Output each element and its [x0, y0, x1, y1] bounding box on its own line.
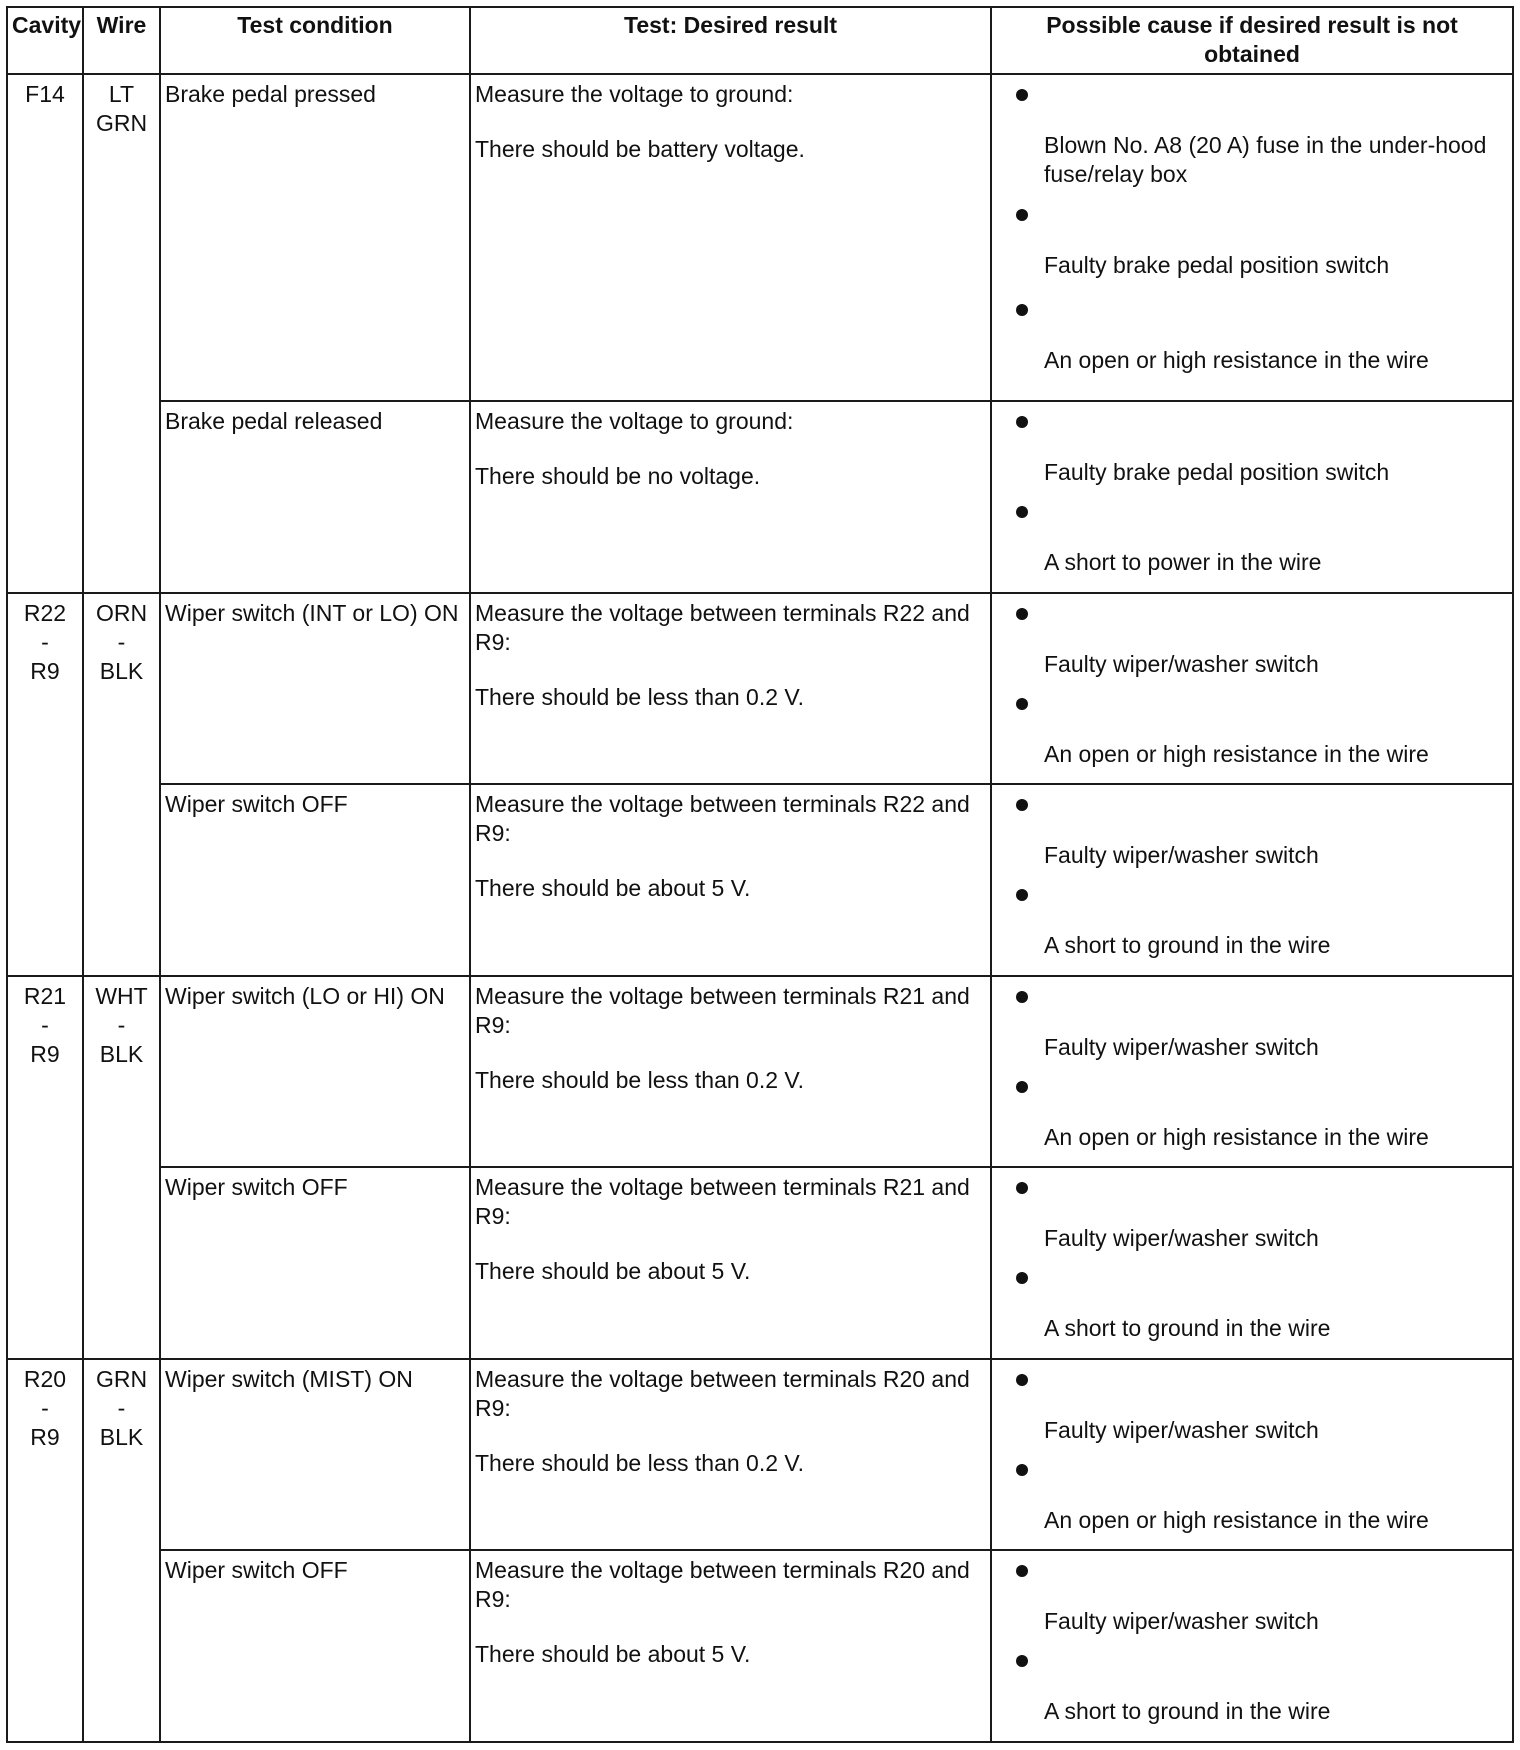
result-expectation: There should be no voltage. — [475, 462, 761, 489]
cavity-label: R20 — [23, 1365, 67, 1392]
header-test-condition: Test condition — [160, 7, 470, 74]
cause-item: Faulty wiper/washer switch — [1044, 1033, 1319, 1060]
bullet-icon — [1016, 1374, 1028, 1386]
desired-result-cell — [470, 976, 991, 1168]
wire-color-label: BLK — [99, 1423, 144, 1450]
test-condition-cell: Wiper switch (INT or LO) ON — [160, 593, 470, 785]
result-expectation: There should be less than 0.2 V. — [475, 683, 805, 710]
wire-color-label: - — [117, 1394, 126, 1421]
cause-list — [992, 785, 1512, 975]
desired-result-cell — [470, 1550, 991, 1742]
cavity-label: R21 — [23, 982, 67, 1009]
bullet-icon — [1016, 1655, 1028, 1667]
bullet-icon — [1016, 416, 1028, 428]
possible-cause-cell — [991, 1359, 1513, 1551]
test-condition-cell: Brake pedal pressed — [160, 74, 470, 401]
cavity-label: R22 — [23, 599, 67, 626]
cause-item: Faulty wiper/washer switch — [1044, 650, 1319, 677]
cause-list — [992, 402, 1512, 592]
wire-color-label: BLK — [99, 1040, 144, 1067]
table-row — [7, 976, 1513, 1168]
wire-color-label: GRN — [95, 110, 148, 136]
result-instruction: Measure the voltage between terminals R21 and R9: — [475, 982, 970, 1038]
possible-cause-cell — [991, 784, 1513, 976]
result-instruction: Measure the voltage between terminals R20 and R9: — [475, 1365, 970, 1421]
bullet-icon — [1016, 799, 1028, 811]
cavity-label: R9 — [30, 1040, 60, 1067]
bullet-icon — [1016, 1081, 1028, 1093]
wire-color-label: - — [117, 1011, 126, 1038]
cavity-label: - — [41, 1394, 49, 1421]
cause-item: Faulty brake pedal position switch — [1044, 458, 1390, 485]
desired-result-cell — [470, 1167, 991, 1359]
bullet-icon — [1016, 304, 1028, 316]
cause-list — [992, 75, 1512, 400]
cause-item: Faulty wiper/washer switch — [1044, 1608, 1319, 1635]
table-body — [7, 74, 1513, 1742]
header-desired-result: Test: Desired result — [470, 7, 991, 74]
test-condition-cell: Wiper switch OFF — [160, 784, 470, 976]
wire-color-label: ORN — [95, 599, 148, 626]
result-instruction: Measure the voltage between terminals R21 and R9: — [475, 1174, 970, 1230]
result-expectation: There should be about 5 V. — [475, 1641, 751, 1668]
wire-color-label: GRN — [95, 1365, 148, 1392]
cause-list — [992, 977, 1512, 1167]
cause-item: An open or high resistance in the wire — [1044, 1123, 1429, 1150]
bullet-icon — [1016, 89, 1028, 101]
cavity-label: F14 — [25, 81, 65, 107]
cause-list — [992, 1551, 1512, 1741]
cause-item: A short to ground in the wire — [1044, 1315, 1331, 1342]
test-condition-cell: Wiper switch (LO or HI) ON — [160, 976, 470, 1168]
desired-result-cell — [470, 401, 991, 593]
wire-cell — [83, 1359, 160, 1742]
table-row — [7, 593, 1513, 785]
cavity-label: R9 — [30, 1423, 60, 1450]
cause-list — [992, 1168, 1512, 1358]
possible-cause-cell — [991, 1167, 1513, 1359]
wire-color-label: LT — [108, 81, 135, 107]
cavity-cell — [7, 593, 83, 976]
wire-cell — [83, 74, 160, 593]
cause-list — [992, 1360, 1512, 1550]
table-row — [7, 1550, 1513, 1742]
desired-result-cell — [470, 593, 991, 785]
desired-result-cell — [470, 74, 991, 401]
result-expectation: There should be about 5 V. — [475, 875, 751, 902]
cause-item: Faulty wiper/washer switch — [1044, 1416, 1319, 1443]
bullet-icon — [1016, 1464, 1028, 1476]
wire-color-label: - — [117, 628, 126, 655]
possible-cause-cell — [991, 593, 1513, 785]
result-instruction: Measure the voltage between terminals R22 and R9: — [475, 791, 970, 847]
possible-cause-cell — [991, 401, 1513, 593]
cavity-label: R9 — [30, 657, 60, 684]
cavity-label: - — [41, 1011, 49, 1038]
cause-item: A short to power in the wire — [1044, 548, 1322, 575]
wire-color-label: WHT — [95, 982, 148, 1009]
header-wire: Wire — [83, 7, 160, 74]
result-instruction: Measure the voltage between terminals R22 and R9: — [475, 599, 970, 655]
cause-item: Faulty wiper/washer switch — [1044, 842, 1319, 869]
result-instruction: Measure the voltage between terminals R20 and R9: — [475, 1557, 970, 1613]
header-row — [7, 7, 1513, 74]
cause-item: Faulty wiper/washer switch — [1044, 1225, 1319, 1252]
test-table — [6, 6, 1514, 1743]
header-cavity: Cavity — [7, 7, 83, 74]
bullet-icon — [1016, 698, 1028, 710]
bullet-icon — [1016, 608, 1028, 620]
possible-cause-cell — [991, 976, 1513, 1168]
cause-item: Blown No. A8 (20 A) fuse in the under-hood fuse/relay box — [1044, 132, 1487, 187]
wire-color-label: BLK — [99, 657, 144, 684]
table-row — [7, 784, 1513, 976]
bullet-icon — [1016, 1182, 1028, 1194]
cause-item: A short to ground in the wire — [1044, 932, 1331, 959]
cavity-label: - — [41, 628, 49, 655]
bullet-icon — [1016, 209, 1028, 221]
test-condition-cell: Wiper switch (MIST) ON — [160, 1359, 470, 1551]
wire-cell — [83, 593, 160, 976]
result-instruction: Measure the voltage to ground: — [475, 407, 794, 434]
table-row — [7, 74, 1513, 401]
result-expectation: There should be less than 0.2 V. — [475, 1449, 805, 1476]
result-instruction: Measure the voltage to ground: — [475, 81, 794, 107]
table-row — [7, 1167, 1513, 1359]
cause-item: An open or high resistance in the wire — [1044, 347, 1429, 373]
header-possible-cause: Possible cause if desired result is not obtained — [991, 7, 1513, 74]
cavity-cell — [7, 976, 83, 1359]
table-row — [7, 401, 1513, 593]
cause-list — [992, 594, 1512, 784]
wire-cell — [83, 976, 160, 1359]
cause-item: Faulty brake pedal position switch — [1044, 252, 1390, 278]
test-condition-cell: Wiper switch OFF — [160, 1167, 470, 1359]
bullet-icon — [1016, 991, 1028, 1003]
possible-cause-cell — [991, 1550, 1513, 1742]
test-condition-cell: Brake pedal released — [160, 401, 470, 593]
bullet-icon — [1016, 1272, 1028, 1284]
result-expectation: There should be less than 0.2 V. — [475, 1066, 805, 1093]
cavity-cell — [7, 74, 83, 593]
bullet-icon — [1016, 506, 1028, 518]
result-expectation: There should be about 5 V. — [475, 1258, 751, 1285]
desired-result-cell — [470, 1359, 991, 1551]
bullet-icon — [1016, 889, 1028, 901]
test-condition-cell: Wiper switch OFF — [160, 1550, 470, 1742]
cause-item: A short to ground in the wire — [1044, 1698, 1331, 1725]
table-row — [7, 1359, 1513, 1551]
bullet-icon — [1016, 1565, 1028, 1577]
cavity-cell — [7, 1359, 83, 1742]
cause-item: An open or high resistance in the wire — [1044, 740, 1429, 767]
cause-item: An open or high resistance in the wire — [1044, 1506, 1429, 1533]
possible-cause-cell — [991, 74, 1513, 401]
result-expectation: There should be battery voltage. — [475, 136, 805, 162]
desired-result-cell — [470, 784, 991, 976]
